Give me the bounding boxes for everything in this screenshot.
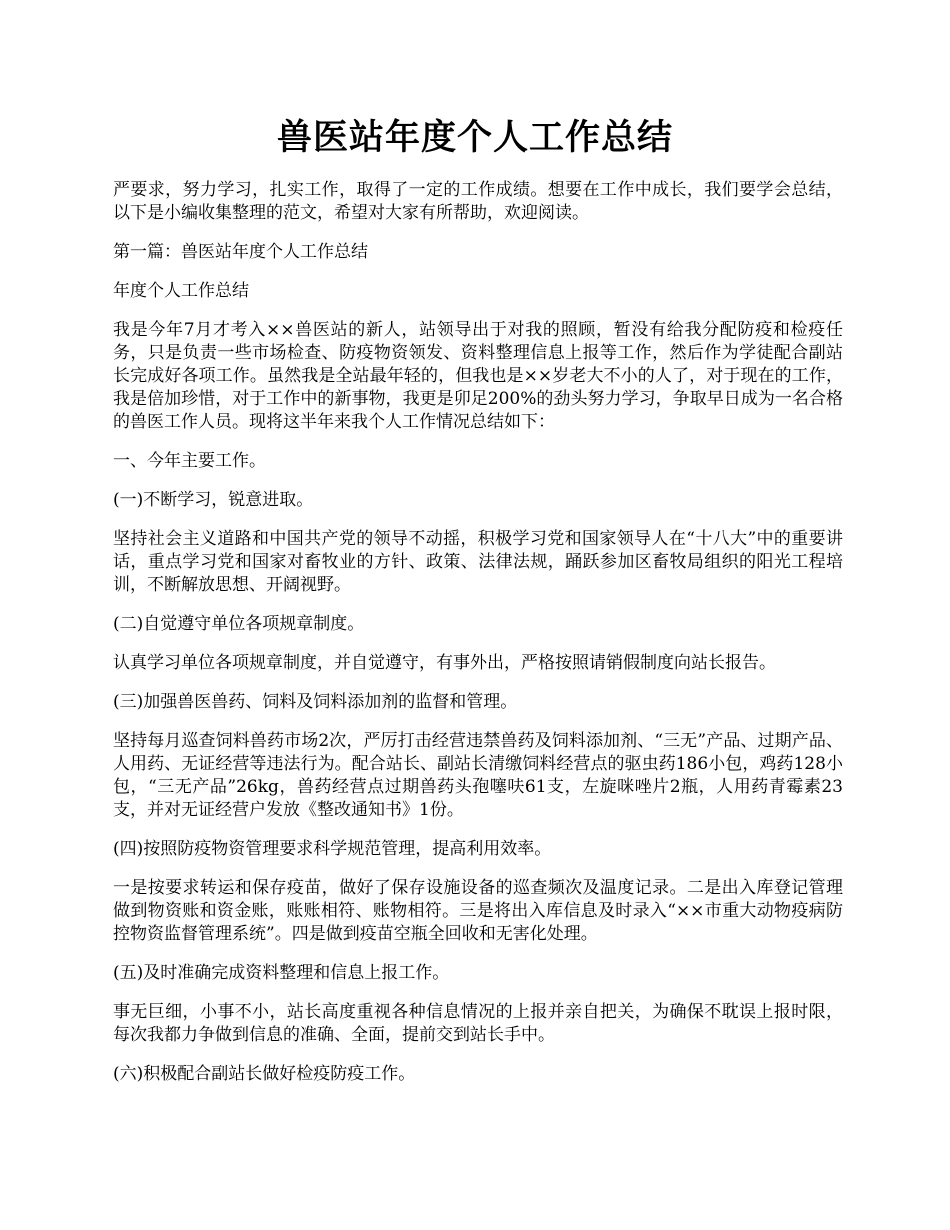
item-heading: (五)及时准确完成资料整理和信息上报工作。 — [113, 963, 450, 983]
document-title: 兽医站年度个人工作总结 — [276, 117, 673, 158]
intro-paragraph: 严要求，努力学习，扎实工作，取得了一定的工作成绩。想要在工作中成长，我们要学会总结，以下是小编收集整理的范文，希望对大家有所帮助，欢迎阅读。 — [113, 180, 843, 223]
item-heading: (二)自觉遵守单位各项规章制度。 — [113, 614, 365, 634]
document-body — [113, 179, 843, 1102]
body-paragraph: 事无巨细，小事不小，站长高度重视各种信息情况的上报并亲自把关，为确保不耽误上报时限，每次我都力争做到信息的准确、全面，提前交到站长手中。 — [113, 1002, 843, 1045]
subsection-heading: 年度个人工作总结 — [113, 281, 249, 301]
item-heading: (一)不断学习，锐意进取。 — [113, 490, 314, 510]
item-heading: (三)加强兽医兽药、饲料及饲料添加剂的监督和管理。 — [113, 692, 518, 712]
body-paragraph: 认真学习单位各项规章制度，并自觉遵守，有事外出，严格按照请销假制度向站长报告。 — [113, 653, 776, 673]
body-paragraph: 一是按要求转运和保存疫苗，做好了保存设施设备的巡查频次及温度记录。二是出入库登记管理做到物资账和资金账，账账相符、账物相符。三是将出入库信息及时录入“××市重大动物疫病防控物资监督管理系统”。四是做到疫苗空瓶全回收和无害化处理。 — [113, 878, 843, 944]
item-heading: (六)积极配合副站长做好检疫防疫工作。 — [113, 1064, 416, 1084]
item-heading: (四)按照防疫物资管理要求科学规范管理，提高利用效率。 — [113, 839, 552, 859]
body-paragraph: 我是今年7月才考入××兽医站的新人，站领导出于对我的照顾，暂没有给我分配防疫和检疫任务，只是负责一些市场检查、防疫物资领发、资料整理信息上报等工作，然后作为学徒配合副站长完成好各项工作。虽然我是全站最年轻的，但我也是××岁老大不小的人了，对于现在的工作，我是倍加珍惜，对于工作中的新事物，我更是卯足200%的劲头努力学习，争取早日成为一名合格的兽医工作人员。现将这半年来我个人工作情况总结如下： — [113, 320, 843, 432]
section-heading: 第一篇：兽医站年度个人工作总结 — [113, 242, 368, 262]
body-paragraph: 坚持每月巡查饲料兽药市场2次，严厉打击经营违禁兽药及饲料添加剂、“三无”产品、过期产品、人用药、无证经营等违法行为。配合站长、副站长清缴饲料经营点的驱虫药186小包，鸡药128小包，“三无产品”26kg，兽药经营点过期兽药头孢噻呋61支，左旋咪唑片2瓶，人用药青霉素23支，并对无证经营户发放《整改通知书》1份。 — [113, 731, 843, 820]
body-paragraph: 坚持社会主义道路和中国共产党的领导不动摇，积极学习党和国家领导人在“十八大”中的重要讲话，重点学习党和国家对畜牧业的方针、政策、法律法规，踊跃参加区畜牧局组织的阳光工程培训，不断解放思想、开阔视野。 — [113, 529, 843, 595]
section-heading: 一、今年主要工作。 — [113, 451, 266, 471]
